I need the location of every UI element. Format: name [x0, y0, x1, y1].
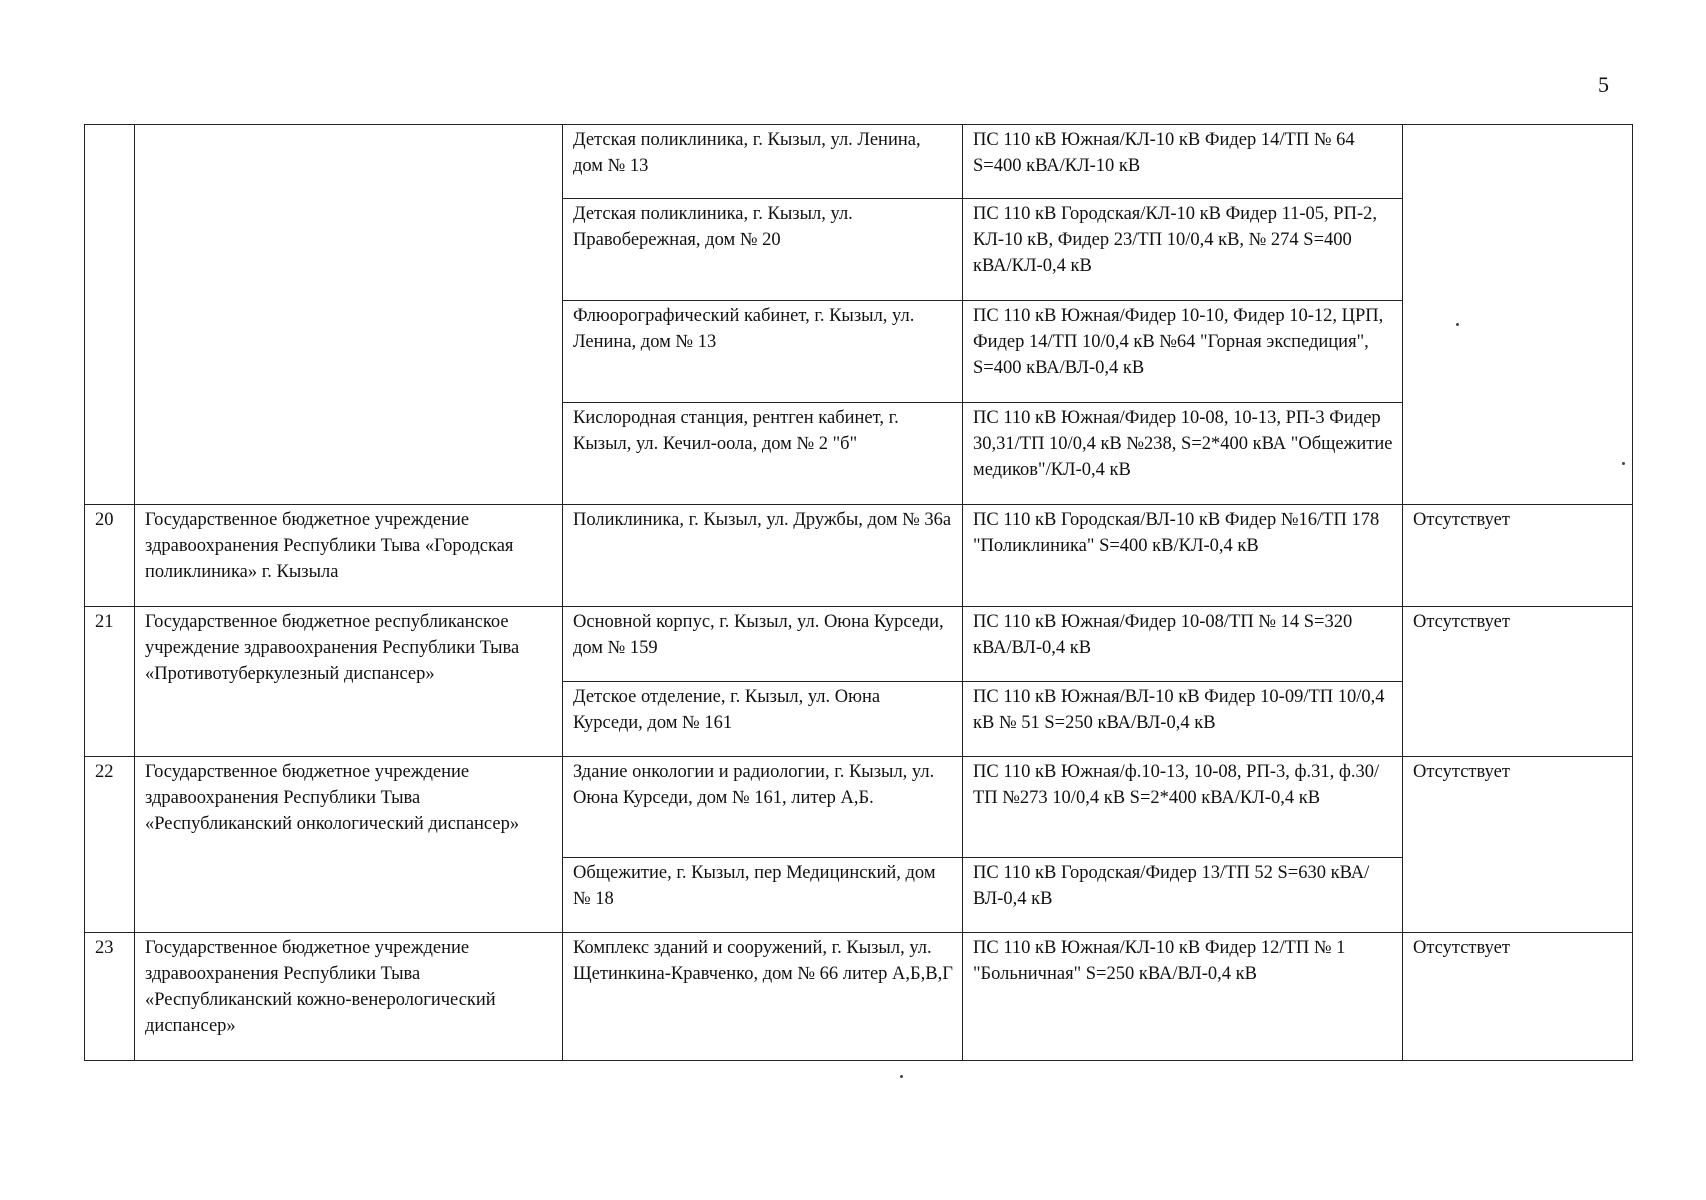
- institution-cell: Государственное бюджетное республиканское учреждение здравоохранения Республики Тыва «Противотуберкулезный диспансер»: [135, 607, 563, 757]
- supply-cell: ПС 110 кВ Южная/КЛ-10 кВ Фидер 12/ТП № 1 "Больничная" S=250 кВА/ВЛ-0,4 кВ: [963, 933, 1403, 1061]
- supply-cell: ПС 110 кВ Городская/Фидер 13/ТП 52 S=630 кВА/ВЛ-0,4 кВ: [963, 858, 1403, 933]
- address-cell: Детская поликлиника, г. Кызыл, ул. Ленина, дом № 13: [563, 125, 963, 199]
- row-number-cell: 22: [85, 757, 135, 933]
- scan-speck: [1622, 462, 1625, 465]
- table-row: [85, 933, 1633, 1061]
- address-cell: Детская поликлиника, г. Кызыл, ул. Правобережная, дом № 20: [563, 199, 963, 301]
- row-number-cell: 20: [85, 505, 135, 607]
- supply-cell: ПС 110 кВ Южная/Фидер 10-08, 10-13, РП-3 Фидер 30,31/ТП 10/0,4 кВ №238, S=2*400 кВА "Общежитие медиков"/КЛ-0,4 кВ: [963, 403, 1403, 505]
- status-cell: Отсутствует: [1403, 757, 1633, 933]
- table-row: [85, 757, 1633, 858]
- institution-cell: Государственное бюджетное учреждение здравоохранения Республики Тыва «Республиканский онкологический диспансер»: [135, 757, 563, 933]
- row-number-cell: 23: [85, 933, 135, 1061]
- supply-cell: ПС 110 кВ Городская/КЛ-10 кВ Фидер 11-05, РП-2, КЛ-10 кВ, Фидер 23/ТП 10/0,4 кВ, № 274 S=400 кВА/КЛ-0,4 кВ: [963, 199, 1403, 301]
- institution-cell: [135, 125, 563, 505]
- status-cell: Отсутствует: [1403, 933, 1633, 1061]
- status-cell: [1403, 125, 1633, 505]
- table-row: [85, 125, 1633, 199]
- row-number-cell: 21: [85, 607, 135, 757]
- supply-cell: ПС 110 кВ Южная/ф.10-13, 10-08, РП-3, ф.31, ф.30/ТП №273 10/0,4 кВ S=2*400 кВА/КЛ-0,4 кВ: [963, 757, 1403, 858]
- supply-cell: ПС 110 кВ Южная/Фидер 10-10, Фидер 10-12, ЦРП, Фидер 14/ТП 10/0,4 кВ №64 "Горная экспедиция", S=400 кВА/ВЛ-0,4 кВ: [963, 301, 1403, 403]
- supply-cell: ПС 110 кВ Южная/КЛ-10 кВ Фидер 14/ТП № 64 S=400 кВА/КЛ-10 кВ: [963, 125, 1403, 199]
- supply-cell: ПС 110 кВ Городская/ВЛ-10 кВ Фидер №16/ТП 178 "Поликлиника" S=400 кВ/КЛ-0,4 кВ: [963, 505, 1403, 607]
- status-cell: Отсутствует: [1403, 607, 1633, 757]
- address-cell: Поликлиника, г. Кызыл, ул. Дружбы, дом № 36а: [563, 505, 963, 607]
- address-cell: Основной корпус, г. Кызыл, ул. Оюна Курседи, дом № 159: [563, 607, 963, 682]
- table-row: [85, 607, 1633, 682]
- facilities-table: [84, 124, 1633, 1061]
- address-cell: Кислородная станция, рентген кабинет, г. Кызыл, ул. Кечил-оола, дом № 2 "б": [563, 403, 963, 505]
- address-cell: Детское отделение, г. Кызыл, ул. Оюна Курседи, дом № 161: [563, 682, 963, 757]
- supply-cell: ПС 110 кВ Южная/Фидер 10-08/ТП № 14 S=320 кВА/ВЛ-0,4 кВ: [963, 607, 1403, 682]
- institution-cell: Государственное бюджетное учреждение здравоохранения Республики Тыва «Городская поликлиника» г. Кызыла: [135, 505, 563, 607]
- address-cell: Общежитие, г. Кызыл, пер Медицинский, дом № 18: [563, 858, 963, 933]
- supply-cell: ПС 110 кВ Южная/ВЛ-10 кВ Фидер 10-09/ТП 10/0,4 кВ № 51 S=250 кВА/ВЛ-0,4 кВ: [963, 682, 1403, 757]
- institution-cell: Государственное бюджетное учреждение здравоохранения Республики Тыва «Республиканский кожно-венерологический диспансер»: [135, 933, 563, 1061]
- scan-speck: [900, 1075, 903, 1078]
- address-cell: Флюорографический кабинет, г. Кызыл, ул. Ленина, дом № 13: [563, 301, 963, 403]
- page-number: 5: [1598, 72, 1609, 97]
- status-cell: Отсутствует: [1403, 505, 1633, 607]
- address-cell: Комплекс зданий и сооружений, г. Кызыл, ул. Щетинкина-Кравченко, дом № 66 литер А,Б,В,Г: [563, 933, 963, 1061]
- scan-speck: [1456, 323, 1459, 326]
- table-row: [85, 505, 1633, 607]
- address-cell: Здание онкологии и радиологии, г. Кызыл, ул. Оюна Курседи, дом № 161, литер А,Б.: [563, 757, 963, 858]
- row-number-cell: [85, 125, 135, 505]
